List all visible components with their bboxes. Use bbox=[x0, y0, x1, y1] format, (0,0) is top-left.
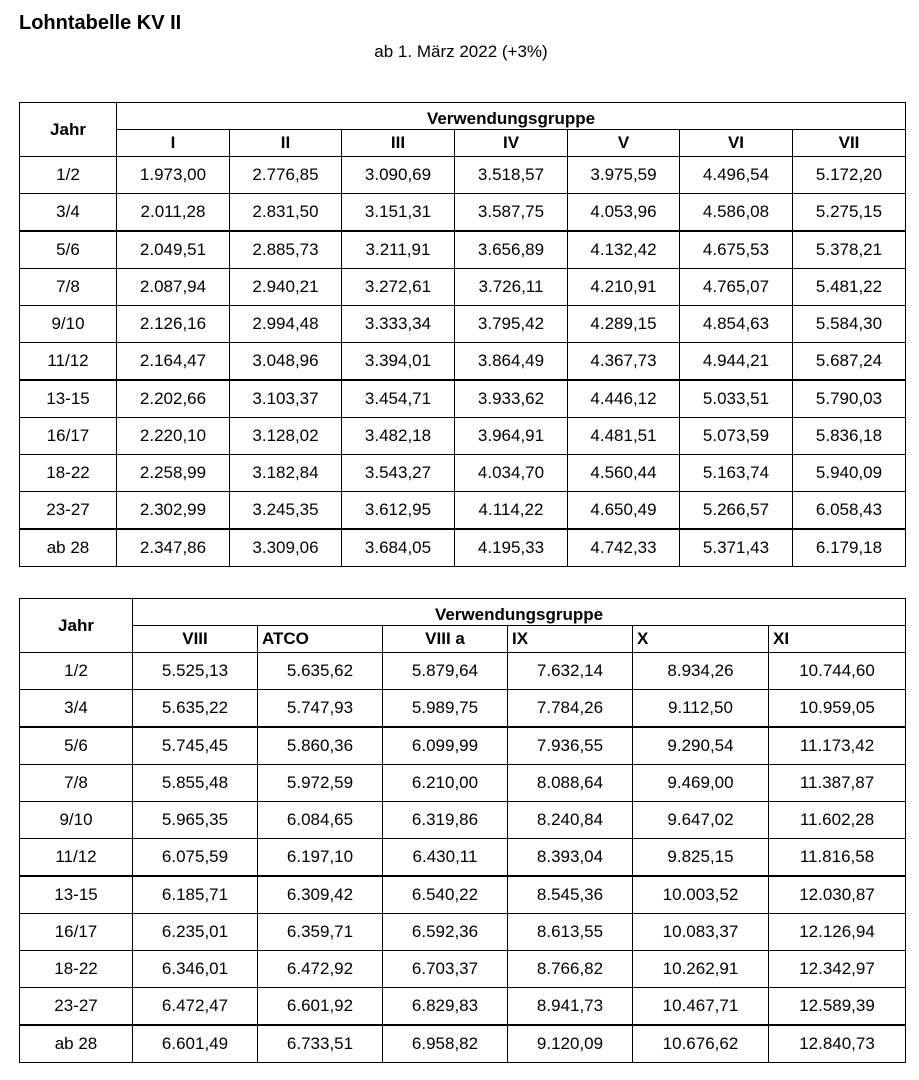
salary-cell: 3.587,75 bbox=[455, 194, 568, 232]
year-cell: 23-27 bbox=[20, 492, 117, 530]
salary-cell: 4.854,63 bbox=[680, 306, 793, 343]
salary-cell: 1.973,00 bbox=[117, 157, 230, 194]
salary-cell: 5.989,75 bbox=[383, 690, 508, 728]
salary-cell: 3.975,59 bbox=[568, 157, 680, 194]
salary-cell: 5.275,15 bbox=[793, 194, 906, 232]
salary-cell: 12.589,39 bbox=[769, 988, 906, 1026]
salary-cell: 7.936,55 bbox=[508, 727, 633, 765]
salary-cell: 6.472,47 bbox=[133, 988, 258, 1026]
salary-cell: 2.258,99 bbox=[117, 455, 230, 492]
column-header: VIII a bbox=[383, 626, 508, 653]
salary-cell: 5.635,22 bbox=[133, 690, 258, 728]
table-row bbox=[20, 988, 906, 1026]
salary-cell: 2.885,73 bbox=[230, 231, 342, 269]
salary-cell: 3.482,18 bbox=[342, 418, 455, 455]
column-header: VII bbox=[793, 130, 906, 157]
year-cell: 7/8 bbox=[20, 269, 117, 306]
salary-cell: 3.933,62 bbox=[455, 380, 568, 418]
salary-cell: 6.346,01 bbox=[133, 951, 258, 988]
year-cell: 11/12 bbox=[20, 839, 133, 877]
year-cell: 13-15 bbox=[20, 380, 117, 418]
salary-cell: 5.378,21 bbox=[793, 231, 906, 269]
salary-cell: 6.958,82 bbox=[383, 1025, 508, 1063]
salary-cell: 4.210,91 bbox=[568, 269, 680, 306]
salary-cell: 3.272,61 bbox=[342, 269, 455, 306]
salary-table-1 bbox=[19, 102, 906, 567]
salary-cell: 6.601,49 bbox=[133, 1025, 258, 1063]
year-cell: 7/8 bbox=[20, 765, 133, 802]
salary-cell: 12.342,97 bbox=[769, 951, 906, 988]
salary-cell: 5.972,59 bbox=[258, 765, 383, 802]
salary-cell: 10.003,52 bbox=[633, 876, 769, 914]
salary-cell: 5.525,13 bbox=[133, 653, 258, 690]
page-title: Lohntabelle KV II bbox=[19, 12, 182, 34]
salary-cell: 11.173,42 bbox=[769, 727, 906, 765]
salary-cell: 6.472,92 bbox=[258, 951, 383, 988]
salary-cell: 5.481,22 bbox=[793, 269, 906, 306]
salary-cell: 6.309,42 bbox=[258, 876, 383, 914]
salary-cell: 2.347,86 bbox=[117, 529, 230, 567]
salary-cell: 3.543,27 bbox=[342, 455, 455, 492]
salary-cell: 5.879,64 bbox=[383, 653, 508, 690]
table-row bbox=[20, 157, 906, 194]
salary-cell: 5.940,09 bbox=[793, 455, 906, 492]
year-cell: 13-15 bbox=[20, 876, 133, 914]
salary-cell: 8.545,36 bbox=[508, 876, 633, 914]
salary-cell: 10.467,71 bbox=[633, 988, 769, 1026]
salary-cell: 4.132,42 bbox=[568, 231, 680, 269]
group-header: Verwendungsgruppe bbox=[117, 103, 906, 130]
column-header: I bbox=[117, 130, 230, 157]
table-row bbox=[20, 269, 906, 306]
salary-cell: 6.099,99 bbox=[383, 727, 508, 765]
salary-cell: 3.151,31 bbox=[342, 194, 455, 232]
salary-cell: 3.864,49 bbox=[455, 343, 568, 381]
salary-cell: 4.675,53 bbox=[680, 231, 793, 269]
salary-cell: 8.088,64 bbox=[508, 765, 633, 802]
salary-cell: 6.210,00 bbox=[383, 765, 508, 802]
salary-cell: 6.601,92 bbox=[258, 988, 383, 1026]
salary-cell: 8.240,84 bbox=[508, 802, 633, 839]
year-cell: 11/12 bbox=[20, 343, 117, 381]
salary-cell: 3.309,06 bbox=[230, 529, 342, 567]
salary-cell: 6.235,01 bbox=[133, 914, 258, 951]
salary-cell: 3.454,71 bbox=[342, 380, 455, 418]
column-header: VIII bbox=[133, 626, 258, 653]
salary-cell: 5.371,43 bbox=[680, 529, 793, 567]
salary-cell: 3.964,91 bbox=[455, 418, 568, 455]
salary-cell: 3.795,42 bbox=[455, 306, 568, 343]
salary-cell: 6.319,86 bbox=[383, 802, 508, 839]
table-row bbox=[20, 727, 906, 765]
salary-cell: 4.367,73 bbox=[568, 343, 680, 381]
salary-cell: 8.934,26 bbox=[633, 653, 769, 690]
year-cell: 16/17 bbox=[20, 914, 133, 951]
salary-cell: 5.836,18 bbox=[793, 418, 906, 455]
salary-cell: 8.613,55 bbox=[508, 914, 633, 951]
salary-cell: 10.083,37 bbox=[633, 914, 769, 951]
salary-cell: 10.262,91 bbox=[633, 951, 769, 988]
year-cell: 9/10 bbox=[20, 802, 133, 839]
salary-cell: 4.195,33 bbox=[455, 529, 568, 567]
salary-cell: 4.034,70 bbox=[455, 455, 568, 492]
table-row bbox=[20, 653, 906, 690]
table-row bbox=[20, 492, 906, 530]
table-row bbox=[20, 765, 906, 802]
table-row bbox=[20, 418, 906, 455]
salary-cell: 4.742,33 bbox=[568, 529, 680, 567]
salary-cell: 10.676,62 bbox=[633, 1025, 769, 1063]
salary-cell: 6.197,10 bbox=[258, 839, 383, 877]
table-row bbox=[20, 1025, 906, 1063]
salary-cell: 12.840,73 bbox=[769, 1025, 906, 1063]
salary-cell: 4.446,12 bbox=[568, 380, 680, 418]
table-row bbox=[20, 839, 906, 877]
salary-cell: 6.185,71 bbox=[133, 876, 258, 914]
salary-cell: 2.994,48 bbox=[230, 306, 342, 343]
salary-cell: 5.965,35 bbox=[133, 802, 258, 839]
year-cell: 18-22 bbox=[20, 951, 133, 988]
salary-cell: 10.744,60 bbox=[769, 653, 906, 690]
salary-cell: 10.959,05 bbox=[769, 690, 906, 728]
salary-cell: 3.128,02 bbox=[230, 418, 342, 455]
column-header: IX bbox=[508, 626, 633, 653]
salary-cell: 7.632,14 bbox=[508, 653, 633, 690]
salary-cell: 9.120,09 bbox=[508, 1025, 633, 1063]
salary-cell: 11.816,58 bbox=[769, 839, 906, 877]
salary-cell: 12.030,87 bbox=[769, 876, 906, 914]
salary-cell: 5.745,45 bbox=[133, 727, 258, 765]
year-cell: 23-27 bbox=[20, 988, 133, 1026]
salary-cell: 9.647,02 bbox=[633, 802, 769, 839]
salary-cell: 4.650,49 bbox=[568, 492, 680, 530]
year-cell: 16/17 bbox=[20, 418, 117, 455]
table-row bbox=[20, 914, 906, 951]
salary-cell: 3.726,11 bbox=[455, 269, 568, 306]
year-cell: 1/2 bbox=[20, 157, 117, 194]
salary-cell: 9.112,50 bbox=[633, 690, 769, 728]
salary-cell: 4.586,08 bbox=[680, 194, 793, 232]
salary-cell: 3.333,34 bbox=[342, 306, 455, 343]
salary-cell: 2.126,16 bbox=[117, 306, 230, 343]
column-header: IV bbox=[455, 130, 568, 157]
table-row bbox=[20, 343, 906, 381]
salary-cell: 6.075,59 bbox=[133, 839, 258, 877]
salary-cell: 6.540,22 bbox=[383, 876, 508, 914]
year-cell: ab 28 bbox=[20, 1025, 133, 1063]
group-header: Verwendungsgruppe bbox=[133, 599, 906, 626]
salary-cell: 2.302,99 bbox=[117, 492, 230, 530]
salary-cell: 4.289,15 bbox=[568, 306, 680, 343]
salary-cell: 2.049,51 bbox=[117, 231, 230, 269]
salary-cell: 11.387,87 bbox=[769, 765, 906, 802]
salary-cell: 5.172,20 bbox=[793, 157, 906, 194]
salary-cell: 5.855,48 bbox=[133, 765, 258, 802]
salary-cell: 9.469,00 bbox=[633, 765, 769, 802]
salary-cell: 3.656,89 bbox=[455, 231, 568, 269]
salary-cell: 2.776,85 bbox=[230, 157, 342, 194]
year-cell: 3/4 bbox=[20, 690, 133, 728]
salary-cell: 4.765,07 bbox=[680, 269, 793, 306]
year-cell: 18-22 bbox=[20, 455, 117, 492]
salary-cell: 4.114,22 bbox=[455, 492, 568, 530]
table-row bbox=[20, 194, 906, 232]
salary-cell: 9.825,15 bbox=[633, 839, 769, 877]
table-row bbox=[20, 455, 906, 492]
salary-cell: 5.747,93 bbox=[258, 690, 383, 728]
salary-cell: 5.584,30 bbox=[793, 306, 906, 343]
year-cell: 9/10 bbox=[20, 306, 117, 343]
salary-cell: 11.602,28 bbox=[769, 802, 906, 839]
table-row bbox=[20, 529, 906, 567]
salary-cell: 5.266,57 bbox=[680, 492, 793, 530]
salary-cell: 6.179,18 bbox=[793, 529, 906, 567]
salary-cell: 3.211,91 bbox=[342, 231, 455, 269]
year-cell: ab 28 bbox=[20, 529, 117, 567]
table-row bbox=[20, 690, 906, 728]
salary-cell: 12.126,94 bbox=[769, 914, 906, 951]
salary-cell: 9.290,54 bbox=[633, 727, 769, 765]
column-header: X bbox=[633, 626, 769, 653]
salary-cell: 4.560,44 bbox=[568, 455, 680, 492]
salary-cell: 5.073,59 bbox=[680, 418, 793, 455]
table-row bbox=[20, 876, 906, 914]
column-header: ATCO bbox=[258, 626, 383, 653]
salary-cell: 5.860,36 bbox=[258, 727, 383, 765]
salary-cell: 3.612,95 bbox=[342, 492, 455, 530]
salary-cell: 4.496,54 bbox=[680, 157, 793, 194]
salary-cell: 2.087,94 bbox=[117, 269, 230, 306]
salary-cell: 3.518,57 bbox=[455, 157, 568, 194]
table-row bbox=[20, 231, 906, 269]
year-header: Jahr bbox=[20, 103, 117, 157]
salary-cell: 6.733,51 bbox=[258, 1025, 383, 1063]
column-header: V bbox=[568, 130, 680, 157]
column-header: VI bbox=[680, 130, 793, 157]
salary-cell: 6.084,65 bbox=[258, 802, 383, 839]
year-header: Jahr bbox=[20, 599, 133, 653]
salary-cell: 8.393,04 bbox=[508, 839, 633, 877]
salary-cell: 3.182,84 bbox=[230, 455, 342, 492]
table-row bbox=[20, 380, 906, 418]
year-cell: 5/6 bbox=[20, 231, 117, 269]
salary-cell: 6.592,36 bbox=[383, 914, 508, 951]
column-header: III bbox=[342, 130, 455, 157]
salary-cell: 3.103,37 bbox=[230, 380, 342, 418]
salary-cell: 2.940,21 bbox=[230, 269, 342, 306]
salary-cell: 3.684,05 bbox=[342, 529, 455, 567]
salary-cell: 5.790,03 bbox=[793, 380, 906, 418]
salary-cell: 8.766,82 bbox=[508, 951, 633, 988]
table-row bbox=[20, 306, 906, 343]
salary-cell: 4.944,21 bbox=[680, 343, 793, 381]
column-header: II bbox=[230, 130, 342, 157]
table-row bbox=[20, 951, 906, 988]
salary-cell: 2.831,50 bbox=[230, 194, 342, 232]
salary-cell: 2.202,66 bbox=[117, 380, 230, 418]
salary-cell: 6.430,11 bbox=[383, 839, 508, 877]
salary-cell: 2.164,47 bbox=[117, 343, 230, 381]
salary-cell: 2.220,10 bbox=[117, 418, 230, 455]
salary-cell: 5.635,62 bbox=[258, 653, 383, 690]
year-cell: 1/2 bbox=[20, 653, 133, 690]
column-header: XI bbox=[769, 626, 906, 653]
salary-cell: 4.481,51 bbox=[568, 418, 680, 455]
salary-cell: 6.703,37 bbox=[383, 951, 508, 988]
salary-cell: 3.048,96 bbox=[230, 343, 342, 381]
salary-cell: 3.090,69 bbox=[342, 157, 455, 194]
salary-table-2 bbox=[19, 598, 906, 1063]
salary-cell: 5.163,74 bbox=[680, 455, 793, 492]
page-subtitle: ab 1. März 2022 (+3%) bbox=[374, 42, 548, 61]
table-row bbox=[20, 802, 906, 839]
salary-cell: 5.033,51 bbox=[680, 380, 793, 418]
salary-cell: 4.053,96 bbox=[568, 194, 680, 232]
salary-cell: 7.784,26 bbox=[508, 690, 633, 728]
salary-cell: 5.687,24 bbox=[793, 343, 906, 381]
year-cell: 3/4 bbox=[20, 194, 117, 232]
salary-cell: 8.941,73 bbox=[508, 988, 633, 1026]
salary-cell: 3.394,01 bbox=[342, 343, 455, 381]
salary-cell: 2.011,28 bbox=[117, 194, 230, 232]
year-cell: 5/6 bbox=[20, 727, 133, 765]
salary-cell: 6.829,83 bbox=[383, 988, 508, 1026]
salary-cell: 6.058,43 bbox=[793, 492, 906, 530]
salary-cell: 3.245,35 bbox=[230, 492, 342, 530]
salary-cell: 6.359,71 bbox=[258, 914, 383, 951]
